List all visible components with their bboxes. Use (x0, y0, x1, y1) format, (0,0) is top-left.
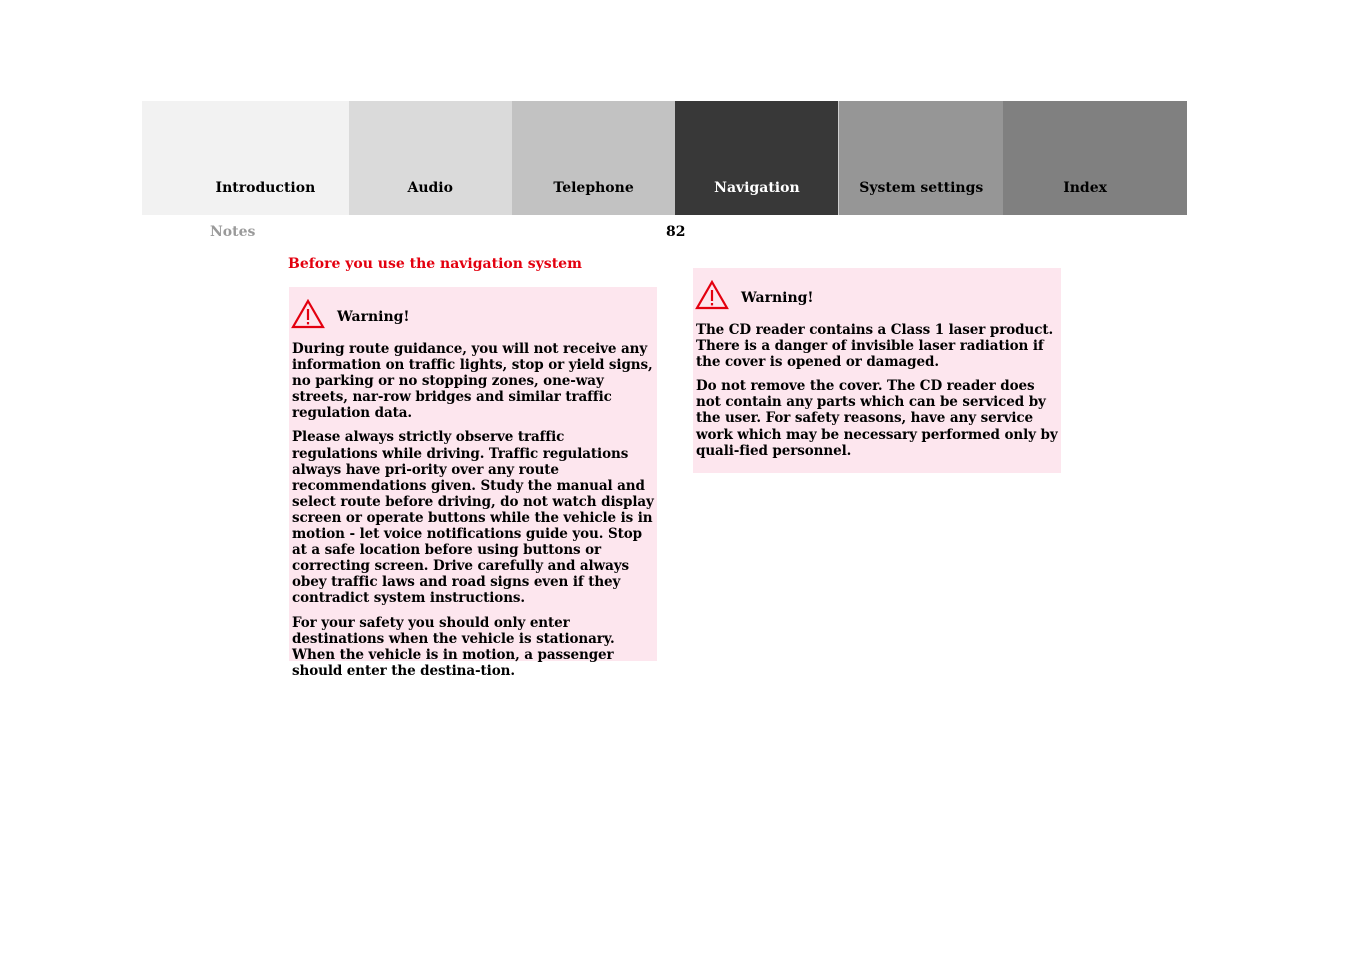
warning-paragraph: The CD reader contains a Class 1 laser product. There is a danger of invisible laser radiation if the cover is opened or damaged. (696, 322, 1054, 371)
tab-label: Audio (407, 180, 453, 196)
page-heading: Before you use the navigation system (288, 256, 582, 272)
tab-label: Index (1063, 180, 1107, 196)
warning-title: Warning! (337, 309, 410, 325)
section-label: Notes (210, 224, 256, 240)
chapter-tabs (142, 101, 1187, 215)
tab-label: Introduction (215, 180, 316, 196)
warning-triangle-icon (695, 280, 729, 310)
tab-index[interactable] (1003, 101, 1187, 215)
tab-system-settings[interactable] (838, 101, 1003, 215)
warning-paragraph: Please always strictly observe traffic regulations while driving. Traffic regulations always have pri-ority over any route recommendations given. Study the manual and select route before driving, do not watch display screen or operate buttons while the vehicle is in motion - let voice notifications guide you. Stop at a safe location before using buttons or correcting screen. Drive carefully and always obey traffic laws and road signs even if they contradict system instructions. (292, 429, 654, 607)
tab-label: Telephone (553, 180, 634, 196)
tab-label: Navigation (714, 180, 800, 196)
tab-navigation[interactable] (675, 101, 838, 215)
warning-paragraph: For your safety you should only enter destinations when the vehicle is stationary. When the vehicle is in motion, a passenger should enter the destina-tion. (292, 614, 615, 679)
tab-introduction[interactable] (142, 101, 349, 215)
page-number: 82 (666, 224, 686, 240)
warning-body (696, 322, 1058, 467)
warning-body (292, 341, 654, 687)
warning-box-route-guidance (289, 287, 657, 679)
warning-title: Warning! (741, 290, 814, 306)
warning-paragraph: Do not remove the cover. The CD reader does not contain any parts which can be serviced by the user. For safety reasons, have any service work which may be necessary performed only by quali-fied personnel. (696, 378, 1058, 459)
warning-triangle-icon (291, 299, 325, 329)
tab-label: System settings (859, 180, 984, 196)
tab-telephone[interactable] (512, 101, 676, 215)
tab-audio[interactable] (349, 101, 512, 215)
warning-box-cd-laser (693, 268, 1061, 473)
warning-paragraph: During route guidance, you will not receive any information on traffic lights, stop or yield signs, no parking or no stopping zones, one-way streets, nar-row bridges and similar traffic regulation data. (292, 341, 653, 422)
